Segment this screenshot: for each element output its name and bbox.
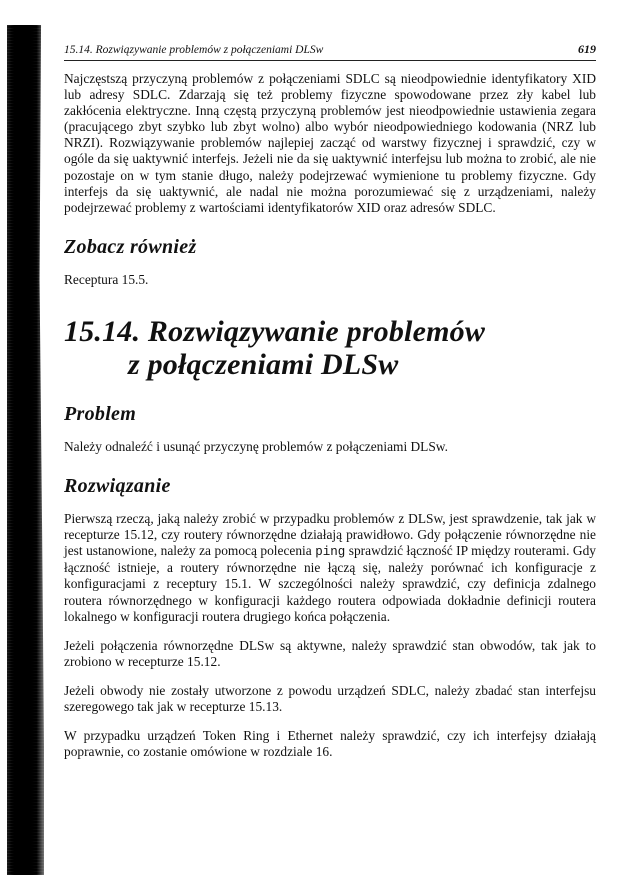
solution-p1-text-a: Pierwszą rzeczą, jaką należy zrobić w przypadku problemów z DLSw, jest sprawdzenie, tak jak w recepturze 15.12, czy routery równorzędne działają prawidłowo. Gdy połączenie równorzędne nie jest ustanowione, należy za pomocą polecenia bbox=[64, 511, 596, 559]
running-head-title: 15.14. Rozwiązywanie problemów z połączeniami DLSw bbox=[64, 44, 324, 56]
chapter-number: 15.14. bbox=[64, 314, 141, 348]
ping-command: ping bbox=[315, 545, 346, 560]
page-number: 619 bbox=[578, 42, 596, 56]
book-page bbox=[64, 42, 596, 760]
solution-paragraph-1 bbox=[64, 511, 596, 625]
solution-p1-text-b: sprawdzić łączność IP między routerami. Gdy łączność istnieje, a routery równorzędne nie łączą się, należy porównać ich konfiguracje z konfiguracjami z receptury 15.1. W szczególności należy sprawdzić, czy definicja zdalnego routera równorzędnego w konfiguracji każdego routera odpowiada dokładnie definicji routera lokalnego w konfiguracji routera drugiego końca połączenia. bbox=[64, 543, 596, 624]
intro-paragraph: Najczęstszą przyczyną problemów z połączeniami SDLC są nieodpowiednie identyfikatory XID lub adresy SDLC. Zdarzają się też problemy fizyczne spowodowane przez zły kabel lub zakłócenia elektryczne. Inną częstą przyczyną problemów jest nieodpowiednie ustawienia zegara (pracującego zbyt szybko lub zbyt wolno) albo wybór nieodpowiedniego kodowania (NRZ lub NRZI). Rozwiązywanie problemów najlepiej zacząć od warstwy fizycznej i sprawdzić, czy w ogóle da się uaktywnić interfejs. Jeżeli nie da się uaktywnić interfejsu lub można to zrobić, ale nie pozostaje on w tym stanie długo, należy podejrzewać wymienione tu problemy fizyczne. Gdy interfejs da się uaktywnić, ale nadal nie można porozumiewać się z urządzeniami, należy podejrzewać problemy z wartościami identyfikatorów XID oraz adresów SDLC. bbox=[64, 71, 596, 215]
solution-paragraph-2: Jeżeli połączenia równorzędne DLSw są aktywne, należy sprawdzić stan obwodów, tak jak to zrobiono w recepturze 15.12. bbox=[64, 637, 596, 669]
scan-binding-shadow bbox=[7, 25, 44, 875]
see-also-heading: Zobacz również bbox=[64, 235, 197, 258]
chapter-title-line2: z połączeniami DLSw bbox=[128, 347, 399, 381]
see-also-text: Receptura 15.5. bbox=[64, 271, 149, 287]
running-head bbox=[64, 42, 596, 61]
problem-text: Należy odnaleźć i usunąć przyczynę problemów z połączeniami DLSw. bbox=[64, 438, 448, 454]
solution-heading: Rozwiązanie bbox=[64, 475, 171, 498]
solution-paragraph-3: Jeżeli obwody nie zostały utworzone z powodu urządzeń SDLC, należy zbadać stan interfejsu szeregowego tak jak w recepturze 15.13. bbox=[64, 682, 596, 714]
problem-heading: Problem bbox=[64, 402, 137, 425]
solution-paragraph-4: W przypadku urządzeń Token Ring i Ethernet należy sprawdzić, czy ich interfejsy działają poprawnie, co zostanie omówione w rozdziale 16. bbox=[64, 728, 596, 760]
chapter-title bbox=[64, 315, 596, 381]
chapter-title-line1: Rozwiązywanie problemów bbox=[147, 314, 486, 348]
